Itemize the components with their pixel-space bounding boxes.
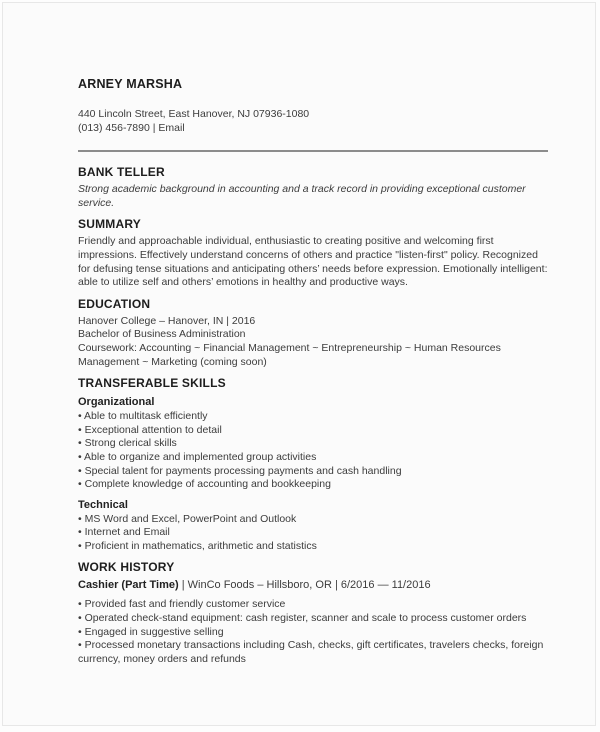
list-item	[78, 478, 548, 492]
job-meta: | WinCo Foods – Hillsboro, OR | 6/2016 — 11/2016	[181, 579, 431, 592]
bullet-text: Complete knowledge of accounting and bookkeeping	[84, 478, 331, 491]
organizational-skills-list	[78, 410, 548, 492]
bullet-text: Internet and Email	[84, 526, 170, 539]
bullet-text: Operated check-stand equipment: cash register, scanner and scale to process customer orders	[84, 612, 527, 625]
list-item	[78, 526, 548, 540]
education-details	[78, 315, 548, 369]
bullet-icon: •	[78, 437, 82, 450]
bullet-icon: •	[78, 512, 82, 525]
skills-group-title-technical: Technical	[78, 498, 128, 511]
profile-tagline: Strong academic background in accounting and a track record in providing exceptional customer service.	[78, 183, 526, 209]
list-item	[78, 451, 548, 465]
list-item	[78, 639, 548, 666]
header-divider	[78, 150, 548, 152]
bullet-icon: •	[78, 423, 82, 436]
list-item	[78, 612, 548, 626]
education-school-line: Hanover College – Hanover, IN | 2016	[78, 314, 256, 327]
list-item	[78, 540, 548, 554]
bullet-icon: •	[78, 539, 82, 552]
bullet-text: Provided fast and friendly customer service	[84, 598, 286, 611]
bullet-icon: •	[78, 450, 82, 463]
bullet-icon: •	[78, 639, 82, 652]
bullet-icon: •	[78, 410, 82, 423]
phone-email-line	[78, 122, 548, 136]
list-item	[78, 513, 548, 527]
job-header	[78, 578, 548, 592]
bullet-icon: •	[78, 612, 82, 625]
job-title-heading: BANK TELLER	[78, 165, 165, 180]
skills-group-title-organizational: Organizational	[78, 396, 155, 409]
bullet-icon: •	[78, 526, 82, 539]
technical-skills-list	[78, 513, 548, 554]
skills-heading: TRANSFERABLE SKILLS	[78, 376, 226, 391]
list-item	[78, 626, 548, 640]
list-item	[78, 598, 548, 612]
bullet-text: Engaged in suggestive selling	[84, 625, 224, 638]
bullet-icon: •	[78, 625, 82, 638]
education-coursework-line: Coursework: Accounting ~ Financial Management ~ Entrepreneurship ~ Human Resources Management ~ Marketing (coming soon)	[78, 341, 501, 368]
bullet-text: Special talent for payments processing payments and cash handling	[84, 464, 402, 477]
summary-text: Friendly and approachable individual, enthusiastic to creating positive and welcoming first impressions. Effectively understand concerns of others and practice "listen-first" policy. Recognized for defusing tense situations and anticipating others’ needs before expression. Emotionally intelligent: able to utilize self and others’ emotions in healthy and productive ways.	[78, 235, 548, 289]
contact-separator: |	[152, 121, 156, 134]
summary-heading: SUMMARY	[78, 217, 141, 232]
bullet-text: Processed monetary transactions including Cash, checks, gift certificates, travelers checks, foreign currency, money orders and refunds	[78, 639, 544, 665]
bullet-text: MS Word and Excel, PowerPoint and Outlook	[84, 512, 297, 525]
job-duties-list	[78, 598, 548, 671]
bullet-text: Able to organize and implemented group activities	[84, 450, 317, 463]
bullet-icon: •	[78, 478, 82, 491]
contact-info	[78, 108, 548, 135]
list-item	[78, 424, 548, 438]
phone-number: (013) 456-7890	[78, 121, 150, 134]
bullet-icon: •	[78, 598, 82, 611]
resume-page	[2, 2, 596, 726]
email-link[interactable]: Email	[158, 121, 185, 134]
list-item	[78, 410, 548, 424]
bullet-icon: •	[78, 464, 82, 477]
bullet-text: Able to multitask efficiently	[84, 410, 208, 423]
list-item	[78, 465, 548, 479]
education-heading: EDUCATION	[78, 296, 151, 311]
candidate-name: ARNEY MARSHA	[78, 77, 183, 91]
list-item	[78, 437, 548, 451]
education-degree-line: Bachelor of Business Administration	[78, 328, 246, 341]
bullet-text: Proficient in mathematics, arithmetic and statistics	[84, 539, 317, 552]
bullet-text: Strong clerical skills	[84, 437, 177, 450]
job-title: Cashier (Part Time)	[78, 579, 179, 592]
bullet-text: Exceptional attention to detail	[84, 423, 222, 436]
address-line: 440 Lincoln Street, East Hanover, NJ 07936-1080	[78, 108, 310, 120]
work-history-heading: WORK HISTORY	[78, 560, 175, 575]
